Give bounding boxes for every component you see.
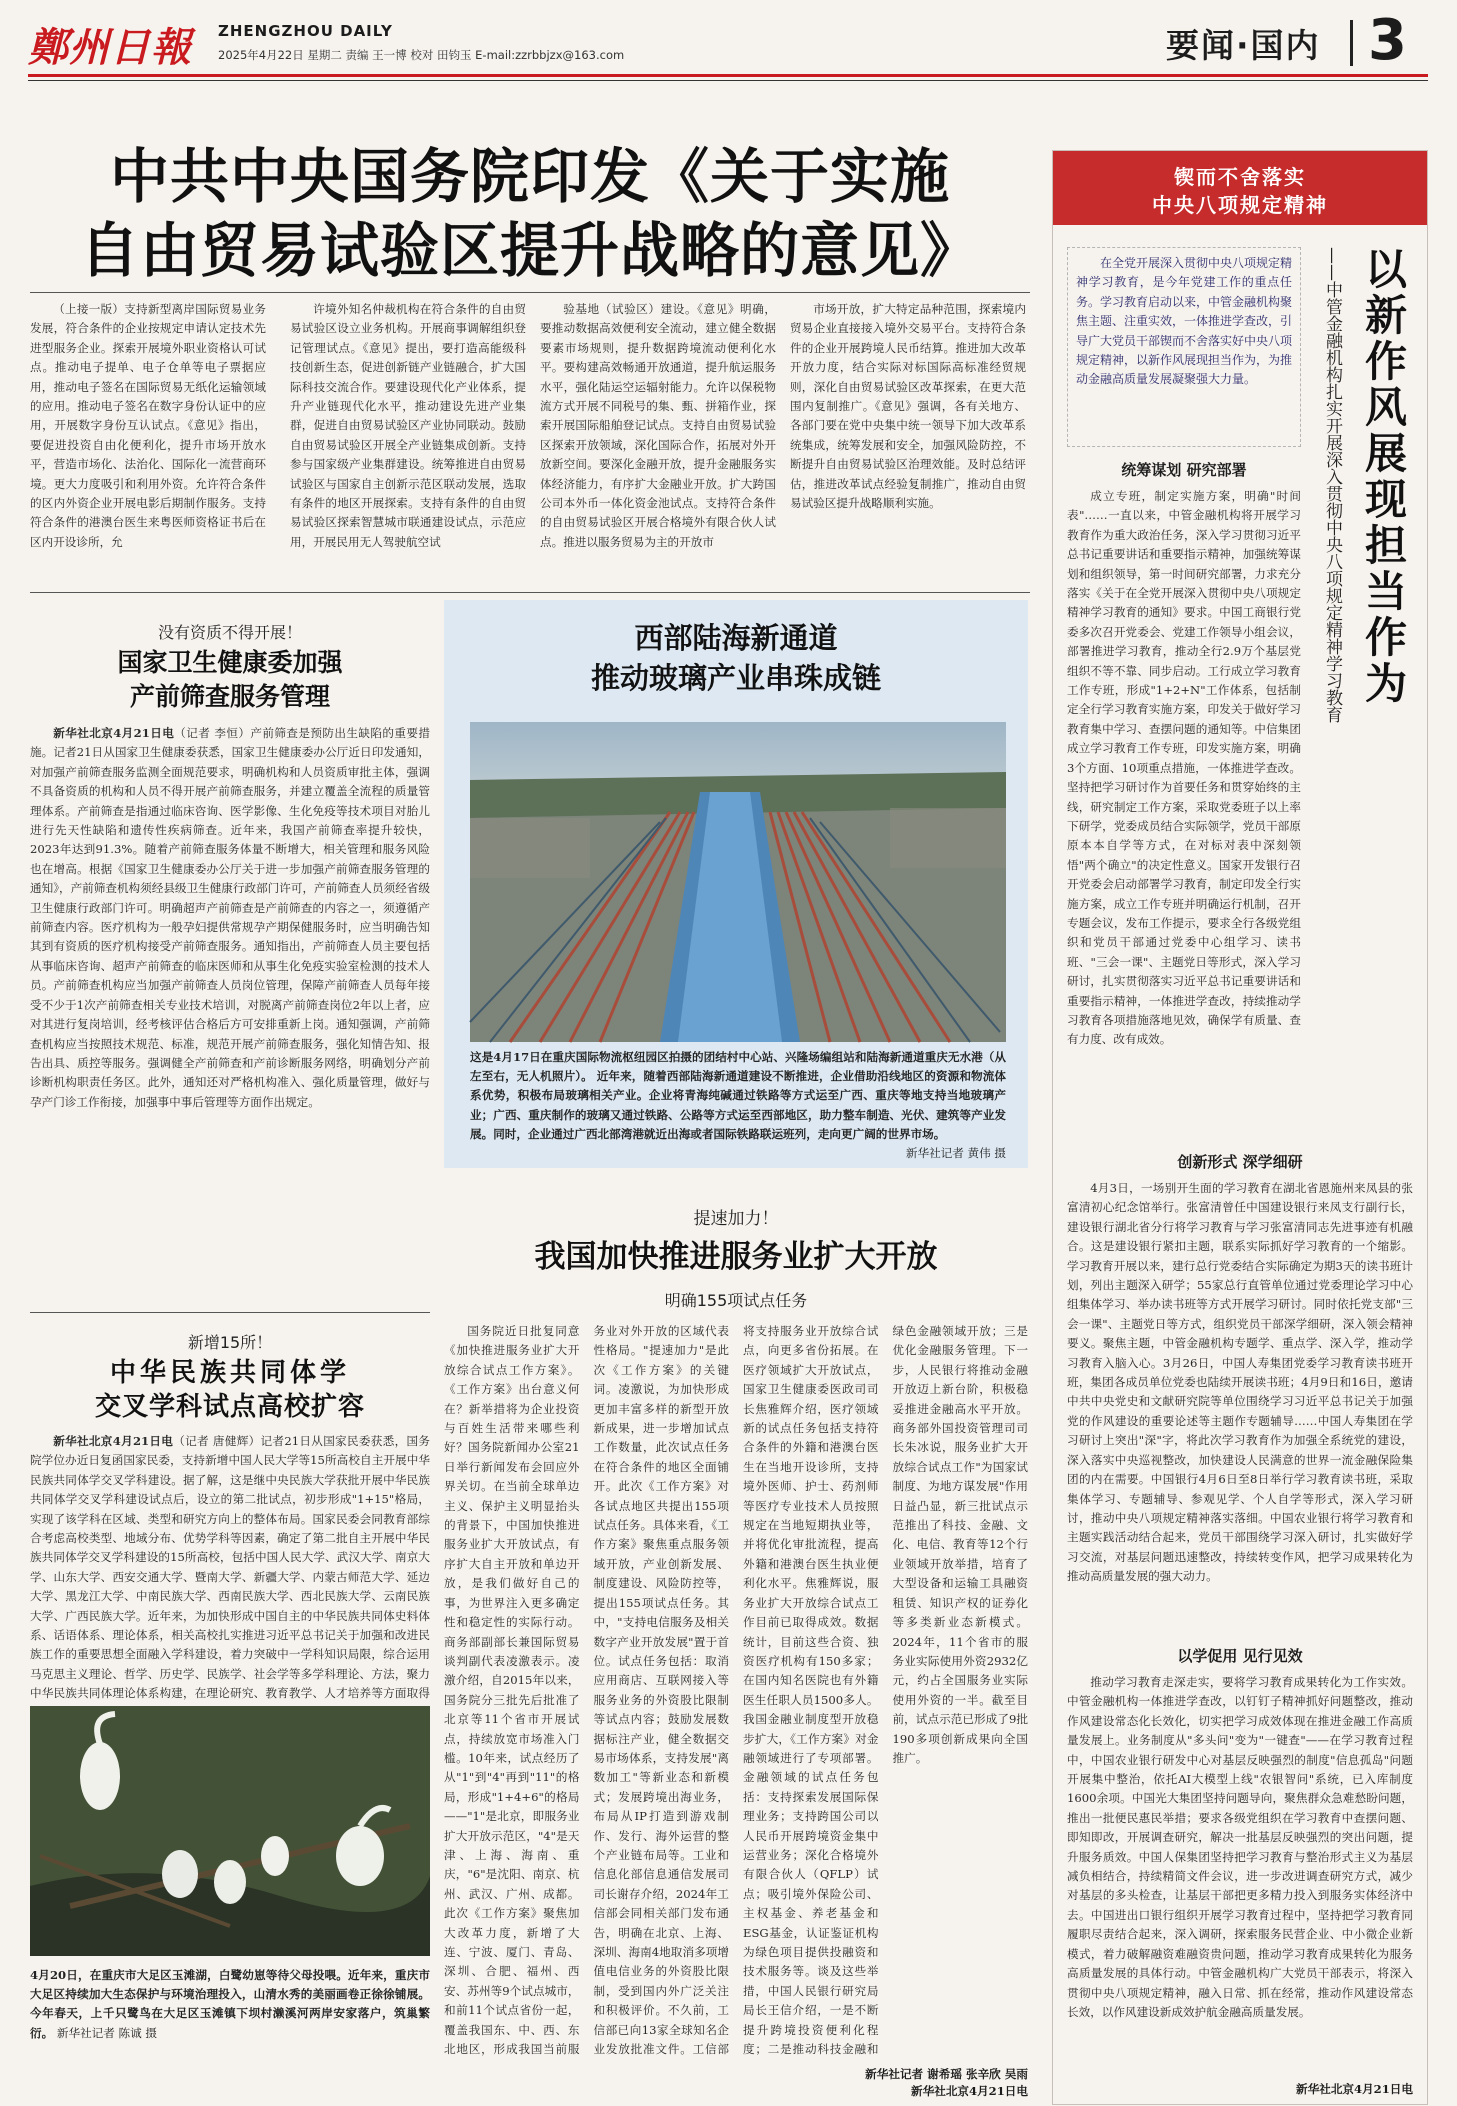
lead-headline <box>30 140 1030 288</box>
masthead <box>28 8 1428 98</box>
minzu-text: 记者21日从国家民委获悉，国务院学位办近日复函国家民委，支持新增中国人民大学等15所高校自主开展中华民族共同体学交叉学科建设。据了解，这是继中央民族大学获批开展中华民族共同体学交叉学科建设试点后，设立的第二批试点，初步形成"1+15"格局，实现了该学科在区域、类型和研究方向上的整体布局。国家民委会同教育部综合考虑高校类型、地域分布、优势学科等因素，确定了第二批自主开展中华民族共同体学交叉学科建设的15所高校，包括中国人民大学、武汉大学、南京大学、山东大学、西安交通大学、暨南大学、新疆大学、内蒙古师范大学、延边大学、黑龙江大学、中南民族大学、西南民族大学、西北民族大学、云南民族大学、广西民族大学。近年来，为加快形成中国自主的中华民族共同体史料体系、话语体系、理论体系，相关高校扎实推进习近平总书记关于加强和改进民族工作的重要思想全面融入学科建设，着力突破中一学科知识局限，综合运用马克思主义理论、哲学、历史学、民族学、社会学等多学科理论、方法，聚力中华民族共同体理论体系构建，在理论研究、教育教学、人才培养等方面取得 <box>30 1434 431 1701</box>
lead-column-1: （上接一版）支持新型离岸国际贸易业务发展，符合条件的企业按规定申请认定技术先进型服务企业。探索开展境外职业资格认可试点。推动电子提单、电子仓单等电子票据应用，推动电子签名在国际贸易无纸化运输领域的应用。推动电子签名在数字身份认证中的应用，开展数字身份互认试点。《意见》指出，要促进投资自由化便利化，提升市场开放水平，营造市场化、法治化、国际化一流营商环境。更大力度吸引和利用外资。允许符合条件的区内外资企业开展电影后期制作服务。支持符合条件的港澳台医生来粤医师资格证书后在区内开设诊所，允 <box>30 302 266 549</box>
sidebar-banner-line2: 中央八项规定精神 <box>1152 193 1328 217</box>
sidebar-vertical-title: 以新作风展现担当作为 <box>1359 247 1408 707</box>
lead-column-4: 市场开放，扩大特定品种范围，探索境内贸易企业直接接入境外交易平台。支持符合条件的企业开展跨境人民币结算。推进加大改革开放力度，结合实际对标国际高标准经贸规则，深化自由贸易试验区改革探索，在更大范围内复制推广。《意见》强调，各有关地方、各部门要在党中央集中统一领导下加大改革系统集成，统筹发展和安全，加强风险防控，不断提升自由贸易试验区治理效能。及时总结评估，推进改革试点经验复制推广，推动自由贸易试验区提升战略顺利实施。 <box>790 302 1026 511</box>
service-credit-line1: 新华社记者 谢希瑶 张辛欣 吴雨 <box>865 2067 1028 2081</box>
tongdao-caption-body: 近年来，随着西部陆海新通道建设不断推进，企业借助沿线地区的资源和物流体系优势，积极布局玻璃相关产业。企业将青海纯碱通过铁路等方式运至广西、重庆等地支持当地玻璃产业；广西、重庆制作的玻璃又通过铁路、公路等方式运至西部地区，助力整车制造、光伏、建筑等产业发展。同时，企业通过广西北部湾港就近出海或者国际铁路联运班列，走向更广阔的世界市场。 <box>470 1069 1007 1141</box>
sidebar-vertical-subtitle: ——中管金融机构扎实开展深入贯彻中央八项规定精神学习教育 <box>1322 247 1342 723</box>
sidebar-credit: 新华社北京4月21日电 <box>1296 2082 1413 2096</box>
egret-caption <box>30 1966 430 2084</box>
sidebar-section-text-2: 4月3日，一场别开生面的学习教育在湖北省恩施州来凤县的张富清初心纪念馆举行。张富清曾任中国建设银行来凤支行副行长，建设银行湖北省分行将学习教育与学习张富清同志先进事迹有机融合。这是建设银行紧扣主题，联系实际抓好学习教育的一个缩影。学习教育开展以来，建行总行党委结合实际确定为期3天的读书班计划，列出主题深入研学；55家总行直管单位通过党委理论学习中心组集体学习、举办读书班等方式开展学习研讨。同时依托党支部"三会一课"、主题党日等方式，组织党员干部深学细研，深入领会精神要义。聚焦主题，中管金融机构专题学、重点学、深入学，推动学习教育入脑入心。3月26日，中国人寿集团党委学习教育读书班开班，集团各成员单位党委也陆续开展读书班；4月9日和16日，邀请中共中央党史和文献研究院等单位围绕学习习近平总书记关于加强党的作风建设的重要论述等主题作专题辅导……中国人寿集团在学习研讨上突出"深"字，将此次学习教育作为加强全系统党的建设，深入落实中央巡视整改，加快建设人民满意的世界一流金融保险集团的内在需要。中国银行4月6日至8日举行学习教育读书班，采取集体学习、专题辅导、参观见学、个人自学等形式，深入学习研讨，推动中央八项规定精神落实落细。中国农业银行将学习教育和主题实践活动结合起来，党员干部围绕学习深入研讨，扎实做好学习交流，对基层问题迅速整改，持续转变作风，把学习成果转化为推动高质量发展的强大动力。 <box>1067 1181 1413 1584</box>
lead-column-2: 许境外知名仲裁机构在符合条件的自由贸易试验区设立业务机构。开展商事调解组织登记管理试点。《意见》提出，要打造高能级科技创新生态，促进创新链产业链融合，扩大国际科技交流合作。要建设现代化产业体系，提升产业链现代化水平，推动建设先进产业集群，促进自由贸易试验区产业协同联动。鼓励自由贸易试验区开展全产业链集成创新。支持参与国家级产业集群建设。统筹推进自由贸易试验区与国家自主创新示范区联动发展，选取有条件的地区开展探索。支持有条件的自由贸易试验区探索智慧城市联通建设试点，示范应用，开展民用无人驾驶航空试 <box>290 302 526 549</box>
minzu-headline <box>30 1356 430 1424</box>
sidebar-section-heading-1: 统筹谋划 研究部署 <box>1121 461 1247 479</box>
sidebar-intro-box <box>1067 247 1301 447</box>
newspaper-logo: 鄭州日報 <box>28 24 192 71</box>
minzu-headline-line1: 中华民族共同体学 <box>109 1358 350 1388</box>
tongdao-caption <box>470 1048 1006 1164</box>
minzu-dateline: 新华社北京4月21日电 <box>53 1434 174 1448</box>
health-headline-line1: 国家卫生健康委加强 <box>117 648 343 677</box>
sidebar-section-text-3: 推动学习教育走深走实，要将学习教育成果转化为工作实效。中管金融机构一体推进学查改，以钉钉子精神抓好问题整改，推动作风建设常态化长效化，切实把学习成效体现在推进金融工作高质量发展上。业务制度从"多头问"变为"一键查"——在学习教育过程中，中国农业银行研发中心对基层反映强烈的制度"信息孤岛"问题开展集中整治，依托AI大模型上线"农银智问"系统，已入库制度1600余项。中国光大集团坚持问题导向，聚焦群众急难愁盼问题，推出一批便民惠民举措；要求各级党组织在学习教育中查摆问题、即知即改，开展调查研究，解决一批基层反映强烈的突出问题，提升服务质效。中国人保集团坚持把学习教育与整治形式主义为基层减负相结合，持续精简文件会议，进一步改进调查研究方式，减少对基层的多头检查，让基层干部把更多精力投入到服务实体经济中去。中国进出口银行组织开展学习教育过程中，坚持把学习教育同履职尽责结合起来，深入调研，探索服务民营企业、中小微企业新模式，着力破解融资难融资贵问题，推动学习教育成果转化为服务高质量发展的具体行动。中管金融机构广大党员干部表示，将深入贯彻中央八项规定精神，融入日常、抓在经常，推动作风建设常态长效，以作风建设新成效护航金融高质量发展。 <box>1067 1675 1413 2019</box>
egret-photo-icon <box>30 1706 430 1956</box>
health-reporter: （记者 李恒） <box>174 726 251 740</box>
lead-headline-line2: 自由贸易试验区提升战略的意见》 <box>79 216 980 285</box>
lead-column-3: 验基地（试验区）建设。《意见》明确，要推动数据高效便利安全流动，建立健全数据要素市场规则，提升数据跨境流动便利化水平。要构建高效畅通开放通道，提升航运服务水平，强化陆运空运辐射能力。允许以保税物流方式开展不同税号的集、甄、拼箱作业，探索开展国际船舶登记试点。支持自由贸易试验区探索开放领域，深化国际合作，拓展对外开放新空间。要深化金融开放，提升金融服务实体经济能力，有序扩大金融业开放。扩大跨国公司本外币一体化资金池试点。支持符合条件的自由贸易试验区开展合格境外有限合伙人试点。推进以服务贸易为主的开放市 <box>540 302 776 549</box>
sidebar-banner <box>1053 151 1427 225</box>
tongdao-headline-line1: 西部陆海新通道 <box>634 621 838 655</box>
sidebar-section-text-1: 成立专班，制定实施方案，明确"时间表"……一直以来，中管金融机构将开展学习教育作为重大政治任务，深入学习贯彻习近平总书记重要讲话和重要指示精神，加强统筹谋划和组织领导，第一时间研究部署，力求充分落实《关于在全党开展深入贯彻中央八项规定精神学习教育的通知》要求。中国工商银行党委多次召开党委会、党建工作领导小组会议，部署推进学习教育，推动全行2.9万个基层党组织不等不靠、同步启动。工行成立学习教育工作专班，形成"1+2+N"工作体系，包括制定全行学习教育实施方案，印发关于做好学习教育集中学习、查摆问题的通知等。中信集团成立学习教育工作专班，印发实施方案，明确3个方面、10项重点措施，一体推进学查改。坚持把学习研讨作为首要任务和贯穿始终的主线，研究制定工作方案，采取党委班子以上率下研学，党委成员结合实际领学，党员干部原原本本自学等方式，在对标对表中深刻领悟"两个确立"的决定性意义。国家开发银行召开党委会启动部署学习教育，制定印发全行实施方案，成立工作专班并明确运行机制，召开专题会议，发布工作提示，要求全行各级党组织和党员干部通过党委中心组学习、读书班、"三会一课"、主题党日等形式，深入学习研讨，扎实贯彻落实习近平总书记重要讲话和重要指示精神，一体推进学查改，持续推动学习教育各项措施落地见效，确保学有质量、查有力度、改有成效。 <box>1067 489 1301 1047</box>
service-kicker: 提速加力！ <box>693 1209 779 1229</box>
sidebar <box>1052 150 1428 2105</box>
health-kicker: 没有资质不得开展！ <box>157 623 302 642</box>
tongdao-box <box>444 600 1028 1168</box>
service-body: 国务院近日批复同意《加快推进服务业扩大开放综合试点工作方案》。《工作方案》出台意义何在？新举措将为企业投资与百姓生活带来哪些利好？国务院新闻办公室21日举行新闻发布会回应外界关切。在当前全球单边主义、保护主义明显抬头的背景下，中国加快推进服务业扩大开放试点，有序扩大自主开放和单边开放，是我们做好自己的事，为世界注入更多确定性和稳定性的实际行动。商务部副部长兼国际贸易谈判副代表凌激表示。凌激介绍，自2015年以来，国务院分三批先后批准了北京等11个省市开展试点，持续放宽市场准入门槛。10年来，试点经历了从"1"到"4"再到"11"的格局，形成"1+4+6"的格局——"1"是北京，即服务业扩大开放示范区，"4"是天津、上海、海南、重庆，"6"是沈阳、南京、杭州、武汉、广州、成都。此次《工作方案》聚焦加大改革力度，新增了大连、宁波、厦门、青岛、深圳、合肥、福州、西安、苏州等9个试点城市，和前11个试点省份一起，覆盖我国东、中、西、东北地区，形成我国当前服务业对外开放的区域代表性格局。"提速加力"是此次《工作方案》的关键词。凌激说，为加快形成更加丰富多样的新型开放新成果，进一步增加试点工作数量，此次试点任务在符合条件的地区全面铺开。此次《工作方案》对各试点地区共提出155项试点任务。具体来看，《工作方案》聚焦重点服务领域开放，产业创新发展、制度建设、风险防控等，提出155项试点任务。其中，"支持电信服务及相关数字产业开放发展"置于首位。试点任务包括：取消应用商店、互联网接入等服务业务的外资股比限制等试点内容；鼓励发展数据标注产业，健全数据交易市场体系，支持发展"离数加工"等新业态和新模式；发展跨境出海业务，布局从IP打造到游戏制作、发行、海外运营的整个产业链布局等。工业和信息化部信息通信发展司司长谢存介绍，2024年工信部会同相关部门发布通告，明确在北京、上海、深圳、海南4地取消多项增值电信业务的外资股比限制，受到国内外广泛关注和积极评价。不久前，工信部已向13家全球知名企业发放批准文件。工信部将支持服务业开放综合试点，向更多省份拓展。在医疗领域扩大开放试点，国家卫生健康委医政司司长焦雅辉介绍，医疗领域新的试点任务包括支持符合条件的外籍和港澳台医生在当地开设诊所，支持境外医师、护士、药剂师等医疗专业技术人员按照规定在当地短期执业等，并将优化审批流程，提高外籍和港澳台医生执业便利化水平。焦雅辉说，服务业扩大开放综合试点工作目前已取得成效。数据统计，目前这些合资、独资医疗机构有150多家；在国内知名医院也有外籍医生任职人员1500多人。我国金融业制度型开放稳步扩大，《工作方案》对金融领域进行了专项部署。金融领域的试点任务包括：支持探索发展国际保理业务；支持跨国公司以人民币开展跨境资金集中运营业务；深化合格境外有限合伙人（QFLP）试点；吸引境外保险公司、主权基金、养老基金和ESG基金，认证鉴证机构为绿色项目提供投融资和技术服务等。谈及这些举措，中国人民银行研究局局长王信介绍，一是不断提升跨境投资便利化程度；二是推动科技金融和绿色金融领域开放；三是优化金融服务管理。下一步，人民银行将推动金融开放迈上新台阶，积极稳妥推进金融高水平开放。商务部外国投资管理司司长朱冰说，服务业扩大开放综合试点工作"为国家试制度、为地方谋发展"作用日益凸显，新三批试点示范推出了科技、金融、文化、电信、教育等12个行业领域开放举措，培育了大型设备和运输工具融资租赁、知识产权的证券化等多类新业态新模式。2024年，11个省市的服务业实际使用外资2932亿元，约占全国服务业实际使用外资的一半。截至目前，试点示范已形成了9批190多项创新成果向全国推广。 <box>444 1324 1028 2057</box>
minzu-body <box>30 1432 431 1701</box>
masthead-rule <box>28 74 1428 77</box>
health-dateline: 新华社北京4月21日电 <box>53 726 175 740</box>
health-headline-line2: 产前筛查服务管理 <box>129 682 330 711</box>
service-credit <box>860 2066 1028 2100</box>
section-name: 要闻·国内 <box>1166 26 1321 65</box>
section-divider <box>1350 20 1353 66</box>
newspaper-english-name: ZHENGZHOU DAILY <box>218 22 393 40</box>
rail-terminal-photo-icon <box>470 722 1006 1042</box>
sidebar-section-heading-2: 创新形式 深学细研 <box>1177 1153 1303 1171</box>
tongdao-caption-lead: 这是4月17日在重庆国际物流枢纽园区拍摄的团结村中心站、兴隆场编组站和陆海新通道重庆无水港（从左至右，无人机照片）。 <box>470 1050 1006 1084</box>
health-headline <box>30 646 430 714</box>
page-number: 3 <box>1368 8 1407 73</box>
egret-caption-body: 近年来，重庆市大足区持续加大生态保护与环境治理投入，山清水秀的美丽画卷正徐徐铺展。今年春天，上千只鹭鸟在大足区玉滩镇下坝村濑溪河两岸安家落户，筑巢繁衍。 <box>30 1968 430 2040</box>
service-credit-line2: 新华社北京4月21日电 <box>911 2084 1028 2098</box>
sidebar-banner-line1: 锲而不舍落实 <box>1174 165 1306 189</box>
minzu-kicker: 新增15所！ <box>187 1333 273 1352</box>
service-headline: 我国加快推进服务业扩大开放 <box>534 1239 938 1275</box>
minzu-reporter: （记者 唐健辉） <box>173 1434 261 1448</box>
tongdao-photo <box>470 722 1006 1042</box>
service-subhead: 明确155项试点任务 <box>664 1291 808 1310</box>
health-bottom-rule <box>30 1312 430 1313</box>
minzu-headline-line2: 交叉学科试点高校扩容 <box>94 1392 365 1422</box>
lead-headline-line1: 中共中央国务院印发《关于实施 <box>109 142 950 211</box>
health-text: 产前筛查是预防出生缺陷的重要措施。记者21日从国家卫生健康委获悉，国家卫生健康委办公厅近日印发通知，对加强产前筛查服务监测全面规范要求，明确机构和人员资质审批主体，强调不具备资质的机构和人员不得开展产前筛查服务，并建立覆盖全流程的质量管理体系。产前筛查是指通过临床咨询、医学影像、生化免疫等技术项目对胎儿进行先天性缺陷和遗传性疾病筛查。近年来，我国产前筛查率提升较快，2023年达到91.3%。随着产前筛查服务体量不断增大，相关管理和服务风险也在增高。根据《国家卫生健康委办公厅关于进一步加强产前筛查服务管理的通知》，产前筛查机构须经县级卫生健康行政部门许可，产前筛查人员须经省级卫生健康行政部门许可。明确超声产前筛查是产前筛查的内容之一，须遵循产前筛查内容。医疗机构为一般孕妇提供常规孕产期保健服务时，应当明确告知其到有资质的医疗机构接受产前筛查服务。通知指出，产前筛查人员主要包括从事临床咨询、超声产前筛查的临床医师和从事生化免疫实验室检测的技术人员。产前筛查机构应当加强产前筛查人员岗位管理，保障产前筛查人员每年接受不少于1次产前筛查相关专业技术培训，对脱离产前筛查岗位2年以上者，应对其进行复岗培训，经考核评估合格后方可安排重新上岗。通知强调，产前筛查机构应当按照技术规范、标准，规范开展产前筛查服务，强化知情告知、报告出具、质控等服务。强调健全产前筛查和产前诊断服务网络，明确划分产前诊断机构职责任务区。此外，通知还对严格机构准入、强化质量管理，做好与孕产门诊工作衔接，加强事中事后管理等方面作出规定。 <box>30 726 430 1109</box>
sidebar-section-text-1-cont <box>1067 811 1413 1147</box>
lead-rule <box>30 292 1030 293</box>
tongdao-headline <box>444 618 1028 698</box>
tongdao-credit: 新华社记者 黄伟 摄 <box>905 1146 1006 1161</box>
sidebar-intro: 在全党开展深入贯彻中央八项规定精神学习教育，是今年党建工作的重点任务。学习教育启动以来，中管金融机构聚焦主题、注重实效，一体推进学查改，引导广大党员干部锲而不舍落实好中央八项规定精神，以新作风展现担当作为，为推动金融高质量发展凝聚强大力量。 <box>1076 256 1293 387</box>
egret-photo-section <box>30 1706 430 2086</box>
issue-info-line: 2025年4月22日 星期二 责编 王一博 校对 田钧玉 E-mail:zzrbbjzx@163.com <box>218 48 625 62</box>
egret-caption-lead: 4月20日，在重庆市大足区玉滩湖，白鹭幼崽等待父母投喂。 <box>30 1968 348 1982</box>
masthead-rule-thin <box>28 80 1428 81</box>
health-body <box>30 724 430 1304</box>
lead-bottom-rule <box>30 592 1030 593</box>
tongdao-headline-line2: 推动玻璃产业串珠成链 <box>590 661 881 695</box>
egret-credit: 新华社记者 陈诚 摄 <box>53 2025 158 2040</box>
sidebar-section-heading-3: 以学促用 见行见效 <box>1177 1647 1303 1665</box>
